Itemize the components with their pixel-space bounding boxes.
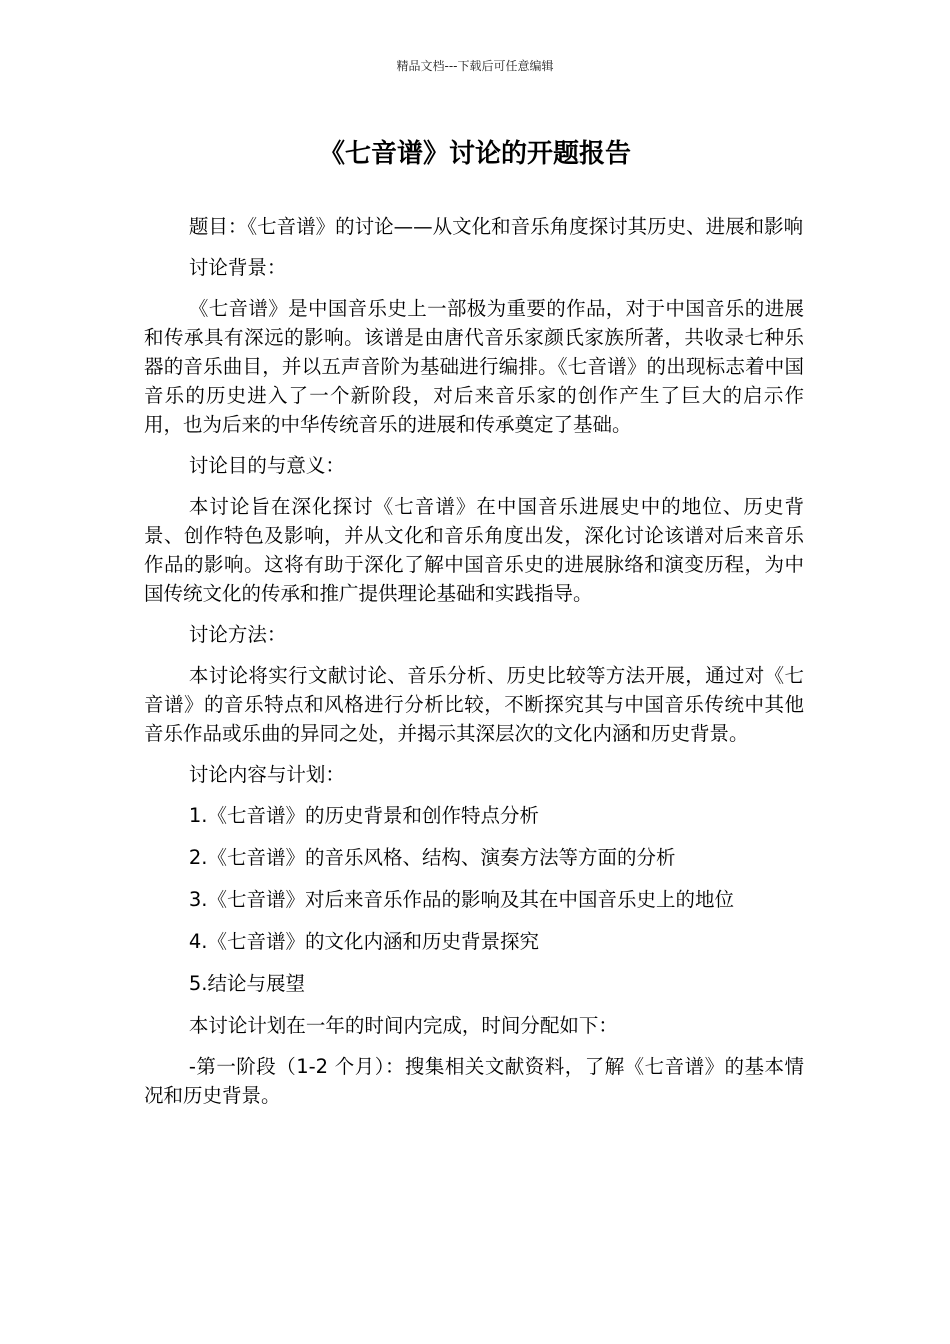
purpose-heading: 讨论目的与意义： [188,454,345,477]
list-item: 3.《七音谱》对后来音乐作品的影响及其在中国音乐史上的地位 [188,888,734,911]
schedule-intro: 本讨论计划在一年的时间内完成，时间分配如下： [188,1014,618,1037]
content-plan-list [144,801,804,998]
list-item: 1.《七音谱》的历史背景和创作特点分析 [188,804,539,827]
purpose-paragraph: 本讨论旨在深化探讨《七音谱》在中国音乐进展史中的地位、历史背景、创作特色及影响，并从文化和音乐角度出发，深化讨论该谱对后来音乐作品的影响。这将有助于深化了解中国音乐史的进展脉络和演变历程，为中国传统文化的传承和推广提供理论基础和实践指导。 [144,495,804,605]
document-title: 《七音谱》讨论的开题报告 [318,139,631,169]
header-note: 精品文档---下载后可任意编辑 [396,59,554,73]
topic-paragraph: 题目：《七音谱》的讨论——从文化和音乐角度探讨其历史、进展和影响 [188,215,804,238]
method-heading: 讨论方法： [188,623,287,646]
list-item: 5.结论与展望 [188,972,305,995]
background-paragraph: 《七音谱》是中国音乐史上一部极为重要的作品，对于中国音乐的进展和传承具有深远的影响。该谱是由唐代音乐家颜氏家族所著，共收录七种乐器的音乐曲目，并以五声音阶为基础进行编排。《七音谱》的出现标志着中国音乐的历史进入了一个新阶段，对后来音乐家的创作产生了巨大的启示作用，也为后来的中华传统音乐的进展和传承奠定了基础。 [144,297,804,436]
list-item: 4.《七音谱》的文化内涵和历史背景探究 [188,930,539,953]
list-item: 2.《七音谱》的音乐风格、结构、演奏方法等方面的分析 [188,846,676,869]
schedule-phase-1: -第一阶段（1-2 个月）：搜集相关文献资料，了解《七音谱》的基本情况和历史背景。 [144,1055,804,1107]
background-heading: 讨论背景： [188,256,287,279]
content-plan-heading: 讨论内容与计划： [188,763,345,786]
document-body [144,212,804,1122]
method-paragraph: 本讨论将实行文献讨论、音乐分析、历史比较等方法开展，通过对《七音谱》的音乐特点和风格进行分析比较，不断探究其与中国音乐传统中其他音乐作品或乐曲的异同之处，并揭示其深层次的文化内涵和历史背景。 [144,664,804,745]
